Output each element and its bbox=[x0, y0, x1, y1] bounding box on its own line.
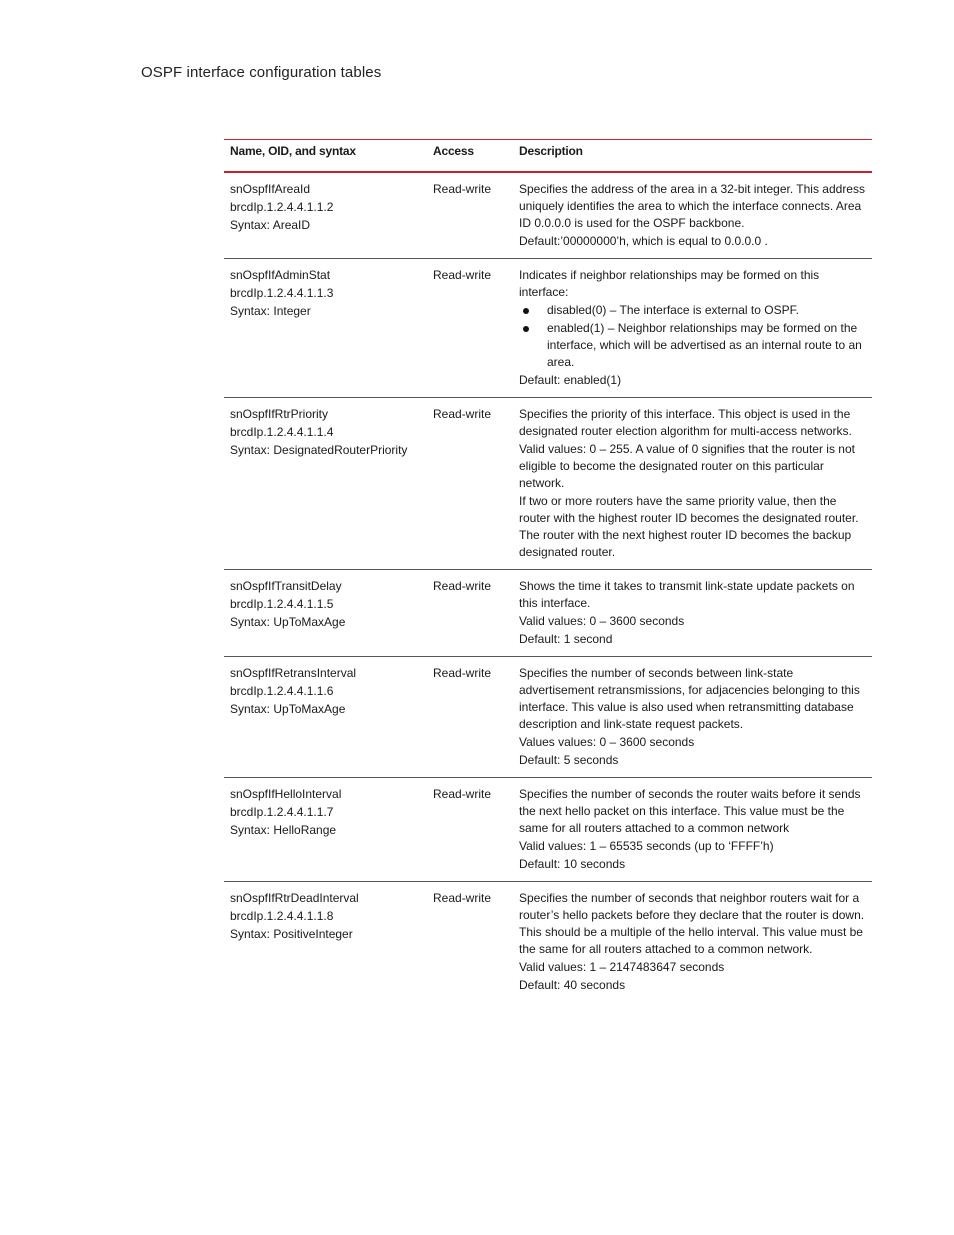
object-oid: brcdIp.1.2.4.4.1.1.5 bbox=[230, 597, 334, 611]
description-paragraph: If two or more routers have the same priority value, then the router with the highest router ID becomes the designated router. The router with the next highest router ID becomes the backup designated router. bbox=[519, 494, 859, 559]
description-paragraph: Specifies the priority of this interface. This object is used in the designated router election algorithm for multi-access networks. bbox=[519, 407, 852, 438]
bullet-text: enabled(1) – Neighbor relationships may be formed on the interface, which will be advertised as an internal route to an area. bbox=[547, 321, 862, 369]
object-oid: brcdIp.1.2.4.4.1.1.4 bbox=[230, 425, 334, 439]
object-syntax: Syntax: Integer bbox=[230, 304, 311, 318]
cell-description bbox=[513, 259, 872, 398]
object-oid: brcdIp.1.2.4.4.1.1.6 bbox=[230, 684, 334, 698]
object-syntax: Syntax: UpToMaxAge bbox=[230, 702, 346, 716]
table-body bbox=[224, 172, 872, 1002]
bullet-item bbox=[519, 302, 866, 319]
cell-access: Read-write bbox=[427, 172, 513, 259]
description-paragraph: Default: enabled(1) bbox=[519, 373, 622, 387]
object-name: snOspfIfTransitDelay bbox=[230, 579, 342, 593]
description-paragraph: Valid values: 0 – 255. A value of 0 signifies that the router is not eligible to become the designated router on this particular network. bbox=[519, 442, 855, 490]
cell-access: Read-write bbox=[433, 891, 492, 905]
object-name: snOspfIfRtrPriority bbox=[230, 407, 329, 421]
cell-description bbox=[513, 172, 872, 259]
table-row bbox=[224, 657, 872, 778]
cell-description bbox=[513, 882, 872, 1003]
running-header: OSPF interface configuration tables bbox=[141, 64, 382, 81]
table-row bbox=[224, 882, 872, 1003]
cell-access: Read-write bbox=[427, 657, 513, 778]
column-header-name: Name, OID, and syntax bbox=[224, 140, 427, 173]
cell-name-oid-syntax bbox=[224, 778, 427, 882]
cell-access: Read-write bbox=[427, 259, 513, 398]
object-name: snOspfIfAdminStat bbox=[230, 268, 331, 282]
object-oid: brcdIp.1.2.4.4.1.1.3 bbox=[230, 286, 334, 300]
bullet-item bbox=[519, 320, 866, 371]
description-paragraph: Specifies the number of seconds that neighbor routers wait for a router’s hello packets before they declare that the router is down. This should be a multiple of the hello interval. This value must be the same for all routers attached to a common network. bbox=[519, 891, 865, 956]
bullet-text: disabled(0) – The interface is external to OSPF. bbox=[547, 303, 799, 317]
object-oid: brcdIp.1.2.4.4.1.1.2 bbox=[230, 200, 334, 214]
cell-name-oid-syntax bbox=[224, 882, 427, 1003]
table-row bbox=[224, 778, 872, 882]
cell-access: Read-write bbox=[427, 570, 513, 657]
object-syntax: Syntax: PositiveInteger bbox=[230, 927, 353, 941]
object-name: snOspfIfRetransInterval bbox=[230, 666, 357, 680]
description-paragraph: Valid values: 0 – 3600 seconds bbox=[519, 614, 685, 628]
table-row bbox=[224, 172, 872, 259]
object-oid: brcdIp.1.2.4.4.1.1.7 bbox=[230, 805, 334, 819]
mib-objects-table bbox=[224, 139, 872, 1002]
description-paragraph: Default: 5 seconds bbox=[519, 753, 619, 767]
object-name: snOspfIfRtrDeadInterval bbox=[230, 891, 359, 905]
cell-description bbox=[513, 570, 872, 657]
table-header bbox=[224, 140, 872, 173]
description-paragraph: Default:’00000000’h, which is equal to 0.0.0.0 . bbox=[519, 234, 768, 248]
description-bullet-list bbox=[519, 302, 866, 371]
description-paragraph: Valid values: 1 – 2147483647 seconds bbox=[519, 960, 725, 974]
cell-name-oid-syntax bbox=[224, 657, 427, 778]
table-row bbox=[224, 259, 872, 398]
column-header-description: Description bbox=[513, 140, 872, 173]
cell-access: Read-write bbox=[427, 398, 513, 570]
description-paragraph: Specifies the address of the area in a 32-bit integer. This address uniquely identifies the area to which the interface connects. Area ID 0.0.0.0 is used for the OSPF backbone. bbox=[519, 182, 865, 230]
cell-description bbox=[513, 778, 872, 882]
description-paragraph: Specifies the number of seconds the router waits before it sends the next hello packet on this interface. This value must be the same for all routers attached to a common network bbox=[519, 787, 861, 835]
cell-name-oid-syntax bbox=[224, 259, 427, 398]
description-paragraph: Default: 40 seconds bbox=[519, 978, 626, 992]
object-name: snOspfIfAreaId bbox=[230, 182, 311, 196]
bullet-dot-icon bbox=[523, 326, 529, 332]
bullet-dot-icon bbox=[523, 308, 529, 314]
cell-description bbox=[513, 398, 872, 570]
cell-name-oid-syntax bbox=[224, 398, 427, 570]
description-paragraph: Default: 10 seconds bbox=[519, 857, 626, 871]
cell-description bbox=[513, 657, 872, 778]
table-row bbox=[224, 398, 872, 570]
object-name: snOspfIfHelloInterval bbox=[230, 787, 342, 801]
cell-access: Read-write bbox=[427, 778, 513, 882]
object-oid: brcdIp.1.2.4.4.1.1.8 bbox=[230, 909, 334, 923]
description-paragraph: Indicates if neighbor relationships may be formed on this interface: bbox=[519, 268, 820, 299]
object-syntax: Syntax: HelloRange bbox=[230, 823, 337, 837]
cell-name-oid-syntax bbox=[224, 570, 427, 657]
table-header-row bbox=[224, 140, 872, 173]
object-syntax: Syntax: DesignatedRouterPriority bbox=[230, 443, 408, 457]
cell-name-oid-syntax bbox=[224, 172, 427, 259]
object-syntax: Syntax: AreaID bbox=[230, 218, 311, 232]
column-header-access: Access bbox=[427, 140, 513, 173]
description-paragraph: Values values: 0 – 3600 seconds bbox=[519, 735, 695, 749]
table-row bbox=[224, 570, 872, 657]
object-syntax: Syntax: UpToMaxAge bbox=[230, 615, 346, 629]
description-paragraph: Shows the time it takes to transmit link-state update packets on this interface. bbox=[519, 579, 855, 610]
description-paragraph: Valid values: 1 – 65535 seconds (up to ‘FFFF’h) bbox=[519, 839, 774, 853]
description-paragraph: Default: 1 second bbox=[519, 632, 613, 646]
description-paragraph: Specifies the number of seconds between link-state advertisement retransmissions, for adjacencies belonging to this interface. This value is also used when retransmitting database description and link-state request packets. bbox=[519, 666, 860, 731]
